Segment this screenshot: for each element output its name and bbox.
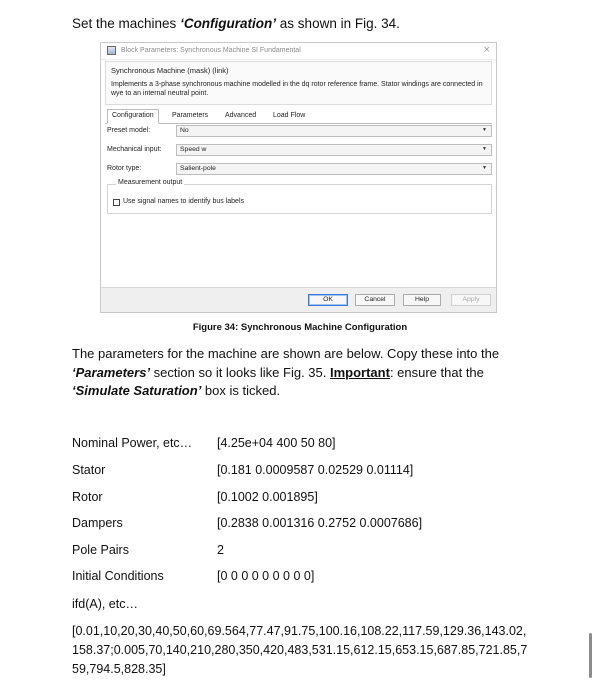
chevron-down-icon: ▼ [482, 165, 487, 171]
mask-description-panel [105, 61, 492, 105]
measurement-output-title: Measurement output [118, 179, 183, 186]
simulate-saturation-emphasis: ‘Simulate Saturation’ [72, 383, 202, 398]
param-value-dampers: [0.2838 0.001316 0.2752 0.0007686] [217, 516, 423, 530]
intro-text-before: Set the machines [72, 16, 181, 31]
tab-advanced[interactable]: Advanced [225, 112, 257, 119]
rotor-type-select[interactable] [176, 163, 492, 175]
cancel-button[interactable]: Cancel [355, 294, 395, 306]
mask-description: Implements a 3-phase synchronous machine modelled in the dq rotor reference frame. Stator windings are connected in wye to an internal neutral point. [111, 81, 483, 97]
dialog-button-bar [101, 287, 496, 312]
rotor-type-label: Rotor type: [107, 165, 142, 172]
intro-emphasis: ‘Configuration’ [180, 16, 277, 31]
tab-load-flow[interactable]: Load Flow [273, 112, 306, 119]
help-button[interactable]: Help [403, 294, 441, 306]
ifd-value: [0.01,10,20,30,40,50,60,69.564,77.47,91.75,100.16,108.22,117.59,129.36,143.02,158.37;0.005,70,140,210,280,350,420,483,531.15,612.15,653.15,687.85,721.85,759,794.5,828.35] [72, 624, 528, 676]
paragraph-part-1: The parameters for the machine are shown are below. Copy these into the [72, 346, 500, 361]
vertical-scrollbar[interactable] [589, 633, 592, 678]
mechanical-input-row [107, 144, 492, 156]
param-label-pole-pairs: Pole Pairs [72, 543, 129, 557]
rotor-type-row [107, 163, 492, 175]
use-signal-names-checkbox[interactable] [113, 199, 120, 206]
paragraph-part-4: box is ticked. [201, 383, 281, 398]
ok-button[interactable]: OK [308, 294, 348, 306]
param-label-dampers: Dampers [72, 516, 123, 530]
tab-strip [105, 110, 492, 124]
paragraph-part-3: : ensure that the [389, 364, 484, 380]
parameters-emphasis: ‘Parameters’ [72, 364, 151, 380]
block-parameters-dialog [100, 42, 497, 313]
paragraph-part-2: section so it looks like Fig. 35. [150, 364, 330, 380]
chevron-down-icon: ▼ [482, 127, 487, 133]
chevron-down-icon: ▼ [482, 146, 487, 152]
preset-model-value: No [180, 127, 189, 134]
dialog-title: Block Parameters: Synchronous Machine SI Fundamental [121, 47, 301, 54]
param-value-pole-pairs: 2 [217, 543, 224, 557]
mechanical-input-select[interactable] [176, 144, 492, 156]
param-label-nominal-power: Nominal Power, etc… [72, 436, 193, 450]
param-value-nominal-power: [4.25e+04 400 50 80] [217, 436, 336, 450]
mask-title: Synchronous Machine (mask) (link) [111, 66, 229, 75]
mechanical-input-value: Speed w [180, 146, 207, 153]
mechanical-input-label: Mechanical input: [107, 146, 162, 153]
close-icon[interactable]: × [483, 44, 490, 56]
preset-model-select[interactable] [176, 125, 492, 137]
figure-caption: Figure 34: Synchronous Machine Configuration [192, 322, 408, 333]
intro-text-after: as shown in Fig. 34. [276, 16, 400, 31]
tab-configuration[interactable]: Configuration [107, 109, 159, 124]
instructions-paragraph [72, 345, 517, 401]
ifd-label: ifd(A), etc… [72, 597, 138, 611]
preset-model-label: Preset model: [107, 127, 151, 134]
param-value-stator: [0.181 0.0009587 0.02529 0.01114] [217, 463, 414, 477]
preset-model-row [107, 125, 492, 137]
apply-button[interactable]: Apply [451, 294, 491, 306]
important-emphasis: Important [329, 364, 390, 380]
use-signal-names-label: Use signal names to identify bus labels [123, 198, 245, 205]
param-value-initial-conditions: [0 0 0 0 0 0 0 0 0] [217, 569, 315, 583]
intro-sentence [72, 16, 400, 31]
tab-parameters[interactable]: Parameters [172, 112, 209, 119]
param-label-initial-conditions: Initial Conditions [72, 569, 164, 583]
param-value-rotor: [0.1002 0.001895] [217, 490, 318, 504]
block-icon [107, 46, 116, 55]
param-label-stator: Stator [72, 463, 106, 477]
param-label-rotor: Rotor [72, 490, 103, 504]
rotor-type-value: Salient-pole [180, 165, 216, 172]
measurement-output-group [107, 179, 492, 214]
dialog-titlebar [101, 43, 496, 60]
